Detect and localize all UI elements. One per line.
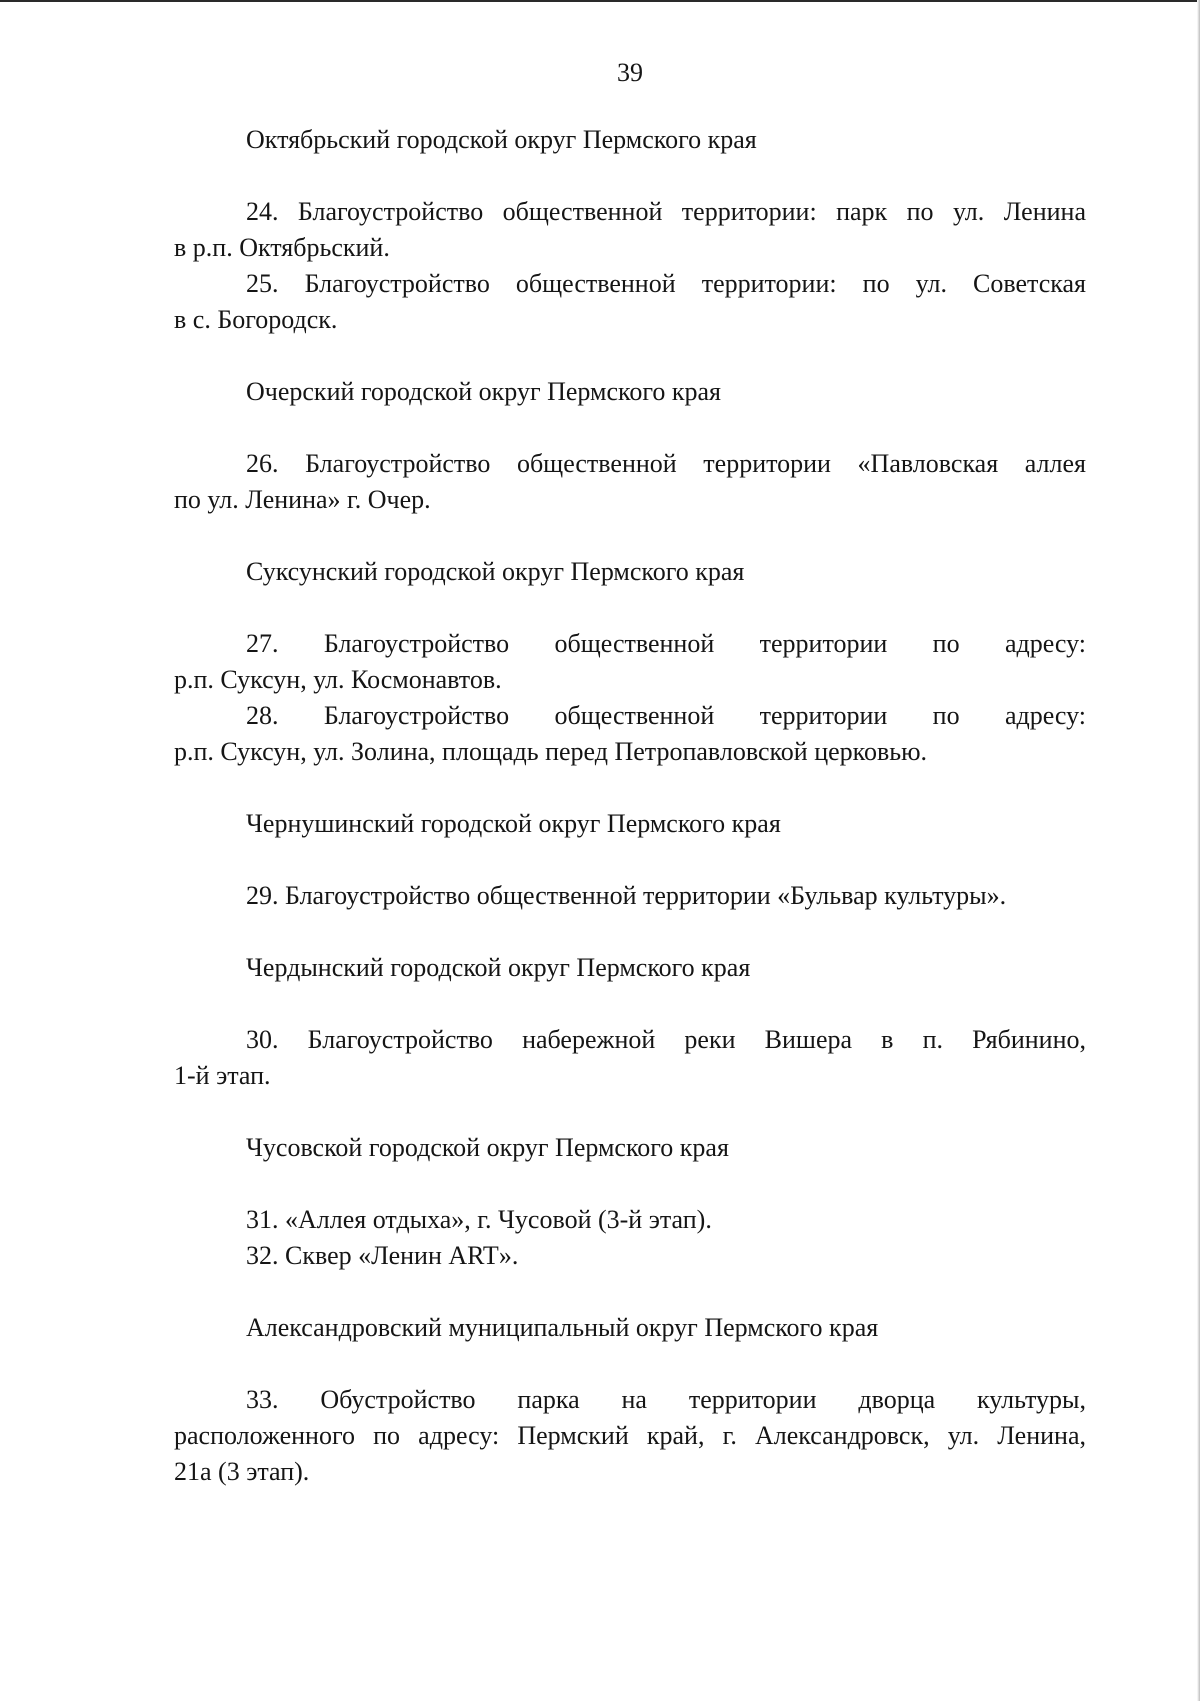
item-line: 27. Благоустройство общественной территории по адресу: <box>246 629 1086 658</box>
list-item <box>174 626 1086 698</box>
section-heading: Очерский городской округ Пермского края <box>246 377 721 406</box>
list-item <box>174 1022 1086 1094</box>
list-item <box>174 698 1086 770</box>
section-heading: Чердынский городской округ Пермского края <box>246 953 751 982</box>
section-heading: Чусовской городской округ Пермского края <box>246 1133 729 1162</box>
section-heading: Чернушинский городской округ Пермского края <box>246 809 781 838</box>
item-line: в р.п. Октябрьский. <box>174 233 390 262</box>
item-line: 24. Благоустройство общественной территории: парк по ул. Ленина <box>246 197 1086 226</box>
list-item <box>174 878 1086 914</box>
scan-edge-top <box>0 0 1200 2</box>
item-line: 32. Сквер «Ленин ART». <box>246 1241 519 1270</box>
list-item <box>174 266 1086 338</box>
item-line: р.п. Суксун, ул. Золина, площадь перед Петропавловской церковью. <box>174 737 928 766</box>
item-line: 29. Благоустройство общественной территории «Бульвар культуры». <box>246 881 1007 910</box>
item-line: 21а (3 этап). <box>174 1457 310 1486</box>
item-line: 25. Благоустройство общественной территории: по ул. Советская <box>246 269 1086 298</box>
document-body <box>174 122 1086 1490</box>
item-line: 28. Благоустройство общественной территории по адресу: <box>246 701 1086 730</box>
section-heading: Суксунский городской округ Пермского края <box>246 557 745 586</box>
item-line: р.п. Суксун, ул. Космонавтов. <box>174 665 502 694</box>
item-line: 33. Обустройство парка на территории дворца культуры, <box>246 1385 1086 1414</box>
list-item <box>174 446 1086 518</box>
list-item <box>174 1202 1086 1238</box>
item-line: 26. Благоустройство общественной территории «Павловская аллея <box>246 449 1086 478</box>
item-line: расположенного по адресу: Пермский край, г. Александровск, ул. Ленина, <box>174 1421 1086 1450</box>
item-line: 1-й этап. <box>174 1061 271 1090</box>
item-line: в с. Богородск. <box>174 305 338 334</box>
list-item <box>174 1238 1086 1274</box>
section-heading: Александровский муниципальный округ Пермского края <box>246 1313 879 1342</box>
item-line: 30. Благоустройство набережной реки Вишера в п. Рябинино, <box>246 1025 1086 1054</box>
item-line: 31. «Аллея отдыха», г. Чусовой (3-й этап). <box>246 1205 712 1234</box>
page-number: 39 <box>617 58 643 87</box>
section-heading: Октябрьский городской округ Пермского края <box>246 125 757 154</box>
list-item <box>174 1382 1086 1490</box>
list-item <box>174 194 1086 266</box>
item-line: по ул. Ленина» г. Очер. <box>174 485 431 514</box>
